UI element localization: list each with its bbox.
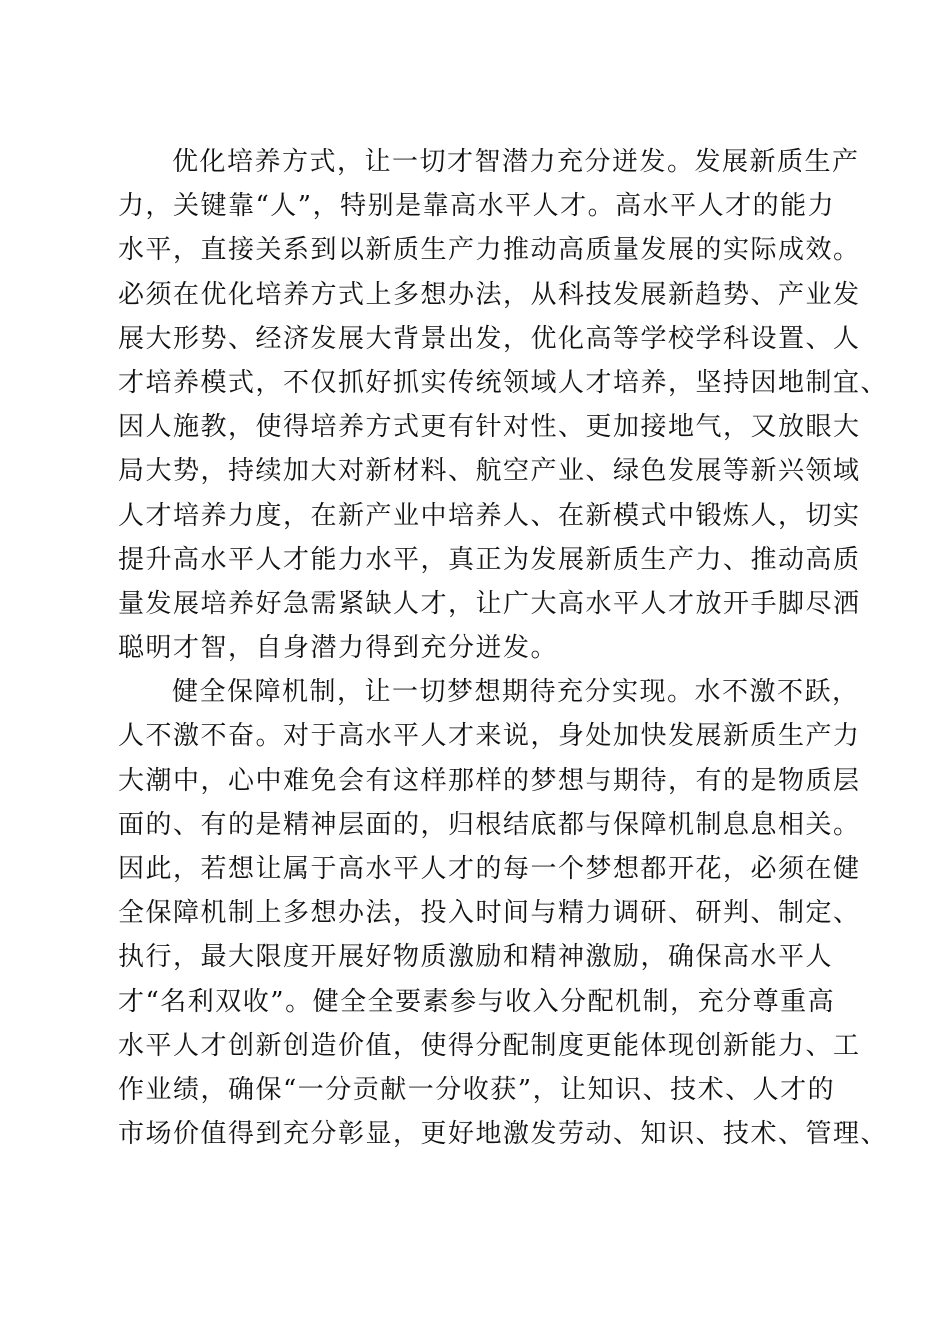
- paragraph-line: 提升高水平人才能力水平，真正为发展新质生产力、推动高质: [118, 544, 861, 575]
- paragraph-line: 执行，最大限度开展好物质激励和精神激励，确保高水平人: [118, 942, 834, 973]
- paragraph-line: 因人施教，使得培养方式更有针对性、更加接地气，又放眼大: [118, 412, 861, 443]
- paragraph-line: 才培养模式，不仅抓好抓实传统领域人才培养，坚持因地制宜、: [118, 367, 889, 398]
- paragraph-line: 展大形势、经济发展大背景出发，优化高等学校学科设置、人: [118, 323, 861, 354]
- paragraph-line: 市场价值得到充分彰显，更好地激发劳动、知识、技术、管理、: [118, 1119, 889, 1150]
- paragraph-line: 因此，若想让属于高水平人才的每一个梦想都开花，必须在健: [118, 854, 861, 884]
- paragraph-talent-training: [118, 140, 889, 670]
- paragraph-line: 面的、有的是精神层面的，归根结底都与保障机制息息相关。: [118, 809, 861, 840]
- paragraph-line: 才“名利双收”。健全全要素参与收入分配机制，充分尊重高: [118, 986, 836, 1017]
- paragraph-line: 局大势，持续加大对新材料、航空产业、绿色发展等新兴领域: [118, 456, 861, 487]
- document-body: [118, 140, 889, 1156]
- paragraph-line: 水平，直接关系到以新质生产力推动高质量发展的实际成效。: [118, 235, 861, 266]
- paragraph-line: 力，关键靠“人”，特别是靠高水平人才。高水平人才的能力: [118, 191, 836, 222]
- paragraph-line: 全保障机制上多想办法，投入时间与精力调研、研判、制定、: [118, 898, 861, 929]
- paragraph-line: 水平人才创新创造价值，使得分配制度更能体现创新能力、工: [118, 1030, 861, 1061]
- paragraph-line: 优化培养方式，让一切才智潜力充分迸发。发展新质生产: [172, 147, 860, 177]
- paragraph-line: 人才培养力度，在新产业中培养人、在新模式中锻炼人，切实: [118, 500, 861, 531]
- paragraph-line: 作业绩，确保“一分贡献一分收获”，让知识、技术、人才的: [118, 1074, 836, 1105]
- paragraph-line: 健全保障机制，让一切梦想期待充分实现。水不激不跃，: [172, 677, 860, 708]
- paragraph-line: 必须在优化培养方式上多想办法，从科技发展新趋势、产业发: [118, 279, 861, 310]
- paragraph-line: 聪明才智，自身潜力得到充分迸发。: [118, 633, 559, 664]
- paragraph-line: 人不激不奋。对于高水平人才来说，身处加快发展新质生产力: [118, 721, 861, 752]
- paragraph-line: 大潮中，心中难免会有这样那样的梦想与期待，有的是物质层: [118, 765, 861, 796]
- paragraph-line: 量发展培养好急需紧缺人才，让广大高水平人才放开手脚尽洒: [118, 588, 861, 619]
- paragraph-support-mechanism: [118, 670, 889, 1156]
